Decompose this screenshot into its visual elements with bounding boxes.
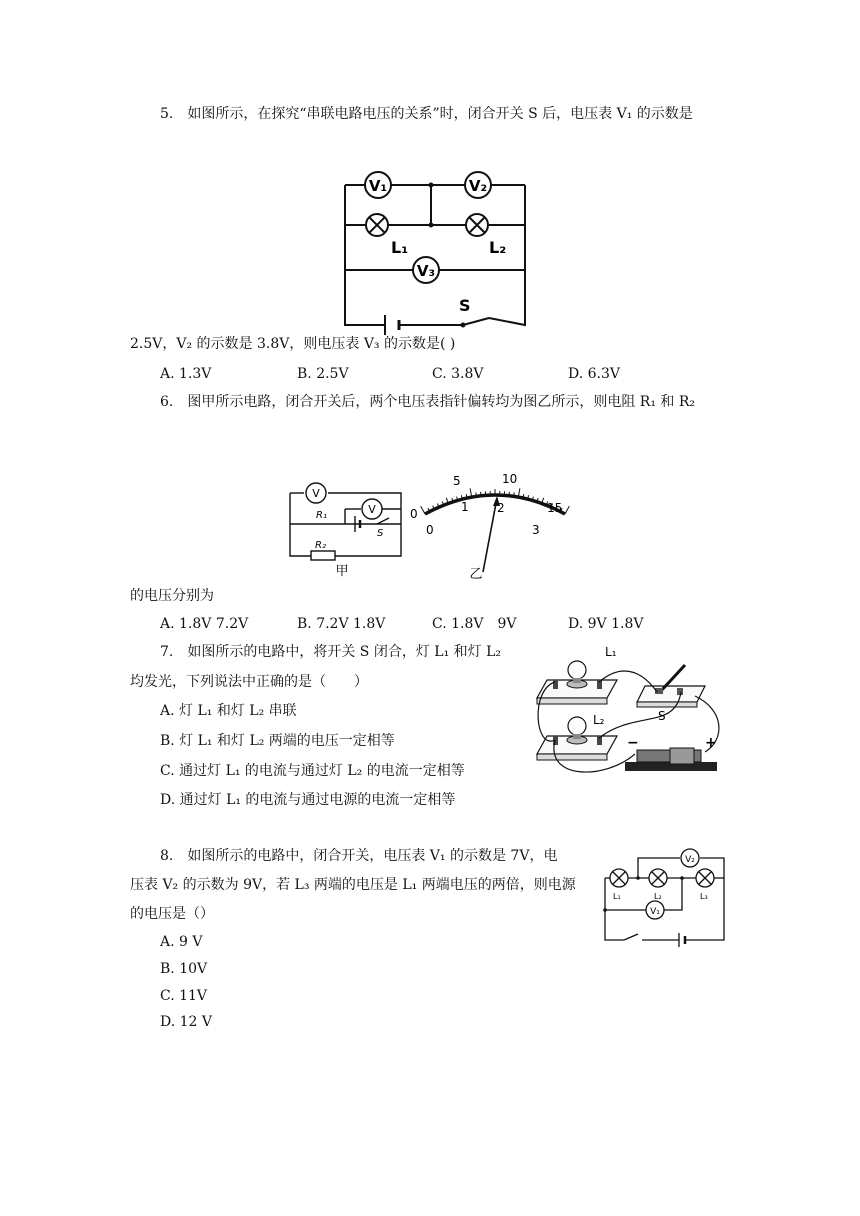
q5-option-a[interactable]: A. 1.3V bbox=[160, 366, 212, 382]
q8-option-b[interactable]: B. 10V bbox=[160, 961, 208, 977]
q8-l1-label: L₁ bbox=[613, 892, 621, 901]
dial-tick-mark bbox=[421, 506, 425, 514]
q7-stem-line1: 7. 如图所示的电路中，将开关 S 闭合，灯 L₁ 和灯 L₂ bbox=[160, 644, 502, 660]
q6-option-d[interactable]: D. 9V 1.8V bbox=[568, 616, 644, 632]
q6-option-b[interactable]: B. 7.2V 1.8V bbox=[297, 616, 386, 632]
q7-physical-circuit-figure bbox=[525, 640, 725, 785]
q7-plus-label: + bbox=[705, 735, 717, 751]
q6-v-inner-label: V bbox=[368, 503, 376, 516]
q5-option-b[interactable]: B. 2.5V bbox=[297, 366, 349, 382]
q8-stem-line3: 的电压是（） bbox=[130, 906, 214, 922]
q5-option-c[interactable]: C. 3.8V bbox=[432, 366, 484, 382]
q6-stem: 6. 图甲所示电路，闭合开关后，两个电压表指针偏转均为图乙所示，则电阻 R₁ 和 R₂ bbox=[160, 394, 696, 410]
q6-dial-inner-1: 1 bbox=[461, 500, 469, 514]
q7-l1-label: L₁ bbox=[605, 645, 617, 659]
dial-tick-mark bbox=[565, 506, 569, 514]
q7-option-a[interactable]: A. 灯 L₁ 和灯 L₂ 串联 bbox=[160, 703, 297, 719]
q5-switch-label: S bbox=[459, 296, 471, 315]
q6-dial-inner-3: 3 bbox=[532, 523, 540, 537]
q6-dial-outer-0: 0 bbox=[410, 507, 418, 521]
q6-switch-label: S bbox=[377, 528, 384, 539]
q8-l2-label: L₂ bbox=[654, 892, 662, 901]
q5-option-d[interactable]: D. 6.3V bbox=[568, 366, 621, 382]
q7-stem-line2: 均发光，下列说法中正确的是（ ） bbox=[130, 674, 368, 690]
q5-v2-label: V₂ bbox=[468, 177, 488, 195]
q5-v3-label: V₃ bbox=[416, 262, 436, 280]
q6-option-a[interactable]: A. 1.8V 7.2V bbox=[160, 616, 249, 632]
q8-stem-line2: 压表 V₂ 的示数为 9V，若 L₃ 两端的电压是 L₁ 两端电压的两倍，则电源 bbox=[130, 877, 576, 893]
q7-minus-label: − bbox=[627, 735, 639, 751]
q5-stem: 5. 如图所示，在探究“串联电路电压的关系”时，闭合开关 S 后，电压表 V₁ 的示数是 bbox=[160, 106, 693, 122]
q6-jia-label: 甲 bbox=[335, 564, 349, 578]
q7-option-d[interactable]: D. 通过灯 L₁ 的电流与通过电源的电流一定相等 bbox=[160, 792, 456, 808]
q6-option-c[interactable]: C. 1.8V 9V bbox=[432, 616, 517, 632]
q6-dial-outer-15: 15 bbox=[547, 501, 563, 515]
q5-l1-label: L₁ bbox=[391, 238, 409, 257]
q5-stem-cont: 2.5V，V₂ 的示数是 3.8V，则电压表 V₃ 的示数是( ) bbox=[130, 336, 456, 352]
q5-circuit-figure bbox=[335, 165, 535, 335]
q6-dial-inner-0: 0 bbox=[426, 523, 434, 537]
q6-r2-label: R₂ bbox=[315, 540, 326, 551]
q6-dial-outer-5: 5 bbox=[453, 474, 461, 488]
q7-option-c[interactable]: C. 通过灯 L₁ 的电流与通过灯 L₂ 的电流一定相等 bbox=[160, 763, 465, 779]
q6-circuit-figure bbox=[285, 478, 410, 578]
q6-v-outer-label: V bbox=[312, 487, 320, 500]
q8-option-a[interactable]: A. 9 V bbox=[160, 934, 203, 950]
q6-stem-cont: 的电压分别为 bbox=[130, 588, 214, 604]
q8-option-d[interactable]: D. 12 V bbox=[160, 1014, 213, 1030]
q5-v1-label: V₁ bbox=[368, 177, 388, 195]
q6-r1-label: R₁ bbox=[316, 510, 327, 521]
q7-option-b[interactable]: B. 灯 L₁ 和灯 L₂ 两端的电压一定相等 bbox=[160, 733, 395, 749]
q8-l3-label: L₃ bbox=[700, 892, 708, 901]
q6-voltmeter-dial bbox=[405, 468, 575, 583]
q6-dial-inner-2: 2 bbox=[497, 501, 505, 515]
q8-option-c[interactable]: C. 11V bbox=[160, 988, 208, 1004]
q8-circuit-figure bbox=[602, 848, 727, 948]
q6-dial-outer-10: 10 bbox=[502, 472, 518, 486]
q8-stem-line1: 8. 如图所示的电路中，闭合开关，电压表 V₁ 的示数是 7V，电 bbox=[160, 848, 558, 864]
q8-v2-label: V₂ bbox=[685, 855, 695, 865]
q7-switch-label: S bbox=[658, 709, 666, 723]
q8-v1-label: V₁ bbox=[650, 907, 660, 917]
q5-l2-label: L₂ bbox=[489, 238, 507, 257]
q6-yi-label: 乙 bbox=[469, 567, 483, 582]
q7-l2-label: L₂ bbox=[593, 713, 605, 727]
